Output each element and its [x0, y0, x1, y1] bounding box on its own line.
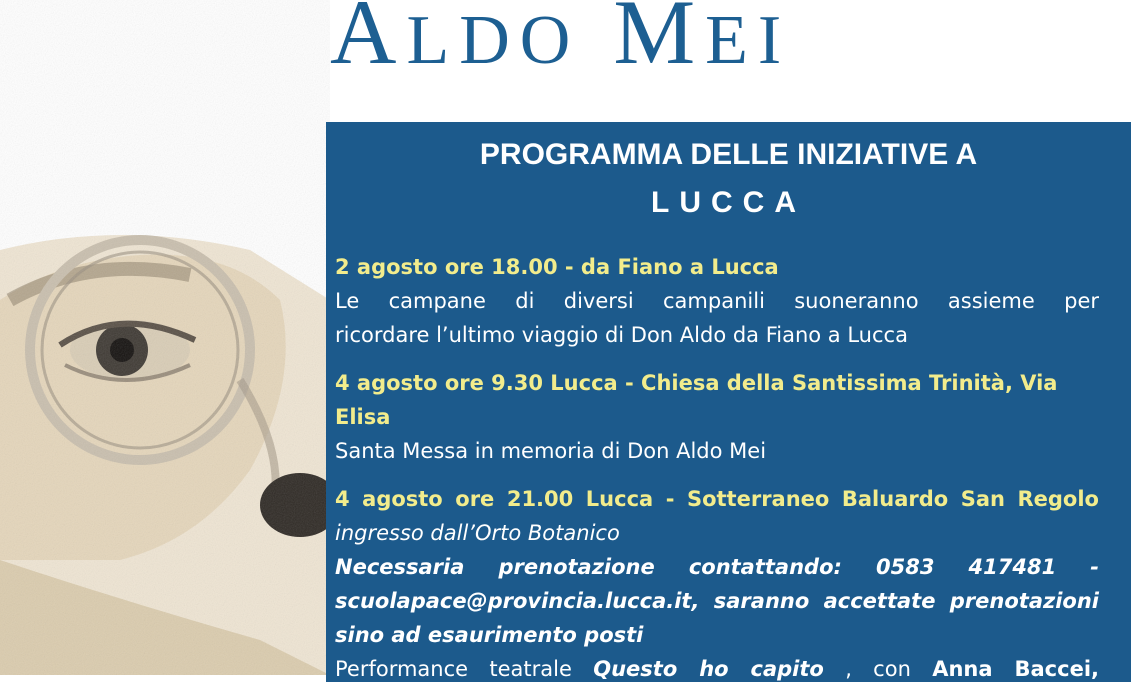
title-second-rest: EI — [705, 2, 792, 79]
event-item — [335, 250, 1099, 352]
booking-line: sino ad esaurimento posti — [335, 623, 644, 647]
booking-line: scuolapace@provincia.lucca.it, saranno accettate prenotazioni — [335, 589, 1099, 613]
program-panel — [326, 122, 1131, 682]
event-description-line: Le campane di diversi campanili suoneranno assieme per — [335, 289, 1099, 313]
performance-prefix: Performance teatrale — [335, 657, 594, 681]
performance-mid: , con — [845, 657, 933, 681]
title-first-initial: A — [330, 0, 407, 83]
performance-title: Questo ho capito — [593, 657, 824, 681]
performance-line — [335, 652, 1099, 686]
booking-line: Necessaria prenotazione contattando: 0583 417481 - — [335, 555, 1099, 579]
title-first-rest: LDO — [406, 2, 581, 79]
program-heading-city: LUCCA — [651, 186, 806, 219]
event-description-line: ricordare l’ultimo viaggio di Don Aldo da Fiano a Lucca — [335, 323, 908, 347]
title-second-initial: M — [613, 0, 706, 83]
program-heading-line1: PROGRAMMA DELLE INIZIATIVE A — [479, 138, 978, 171]
event-item — [335, 366, 1099, 468]
program-heading — [326, 134, 1131, 224]
event-title: 2 agosto ore 18.00 - da Fiano a Lucca — [335, 255, 779, 279]
event-title: 4 agosto ore 21.00 Lucca - Sotterraneo Baluardo San Regolo — [335, 487, 1099, 511]
portrait-illustration — [0, 0, 330, 675]
portrait-background — [0, 0, 330, 675]
page-title — [330, 0, 1030, 82]
program-content — [335, 250, 1099, 686]
event-title: 4 agosto ore 9.30 Lucca - Chiesa della Santissima Trinità, Via Elisa — [335, 371, 1058, 429]
performance-actor: Anna Baccei, — [932, 657, 1099, 681]
event-item — [335, 482, 1099, 686]
event-description-line: Santa Messa in memoria di Don Aldo Mei — [335, 439, 767, 463]
event-note: ingresso dall’Orto Botanico — [335, 521, 620, 545]
